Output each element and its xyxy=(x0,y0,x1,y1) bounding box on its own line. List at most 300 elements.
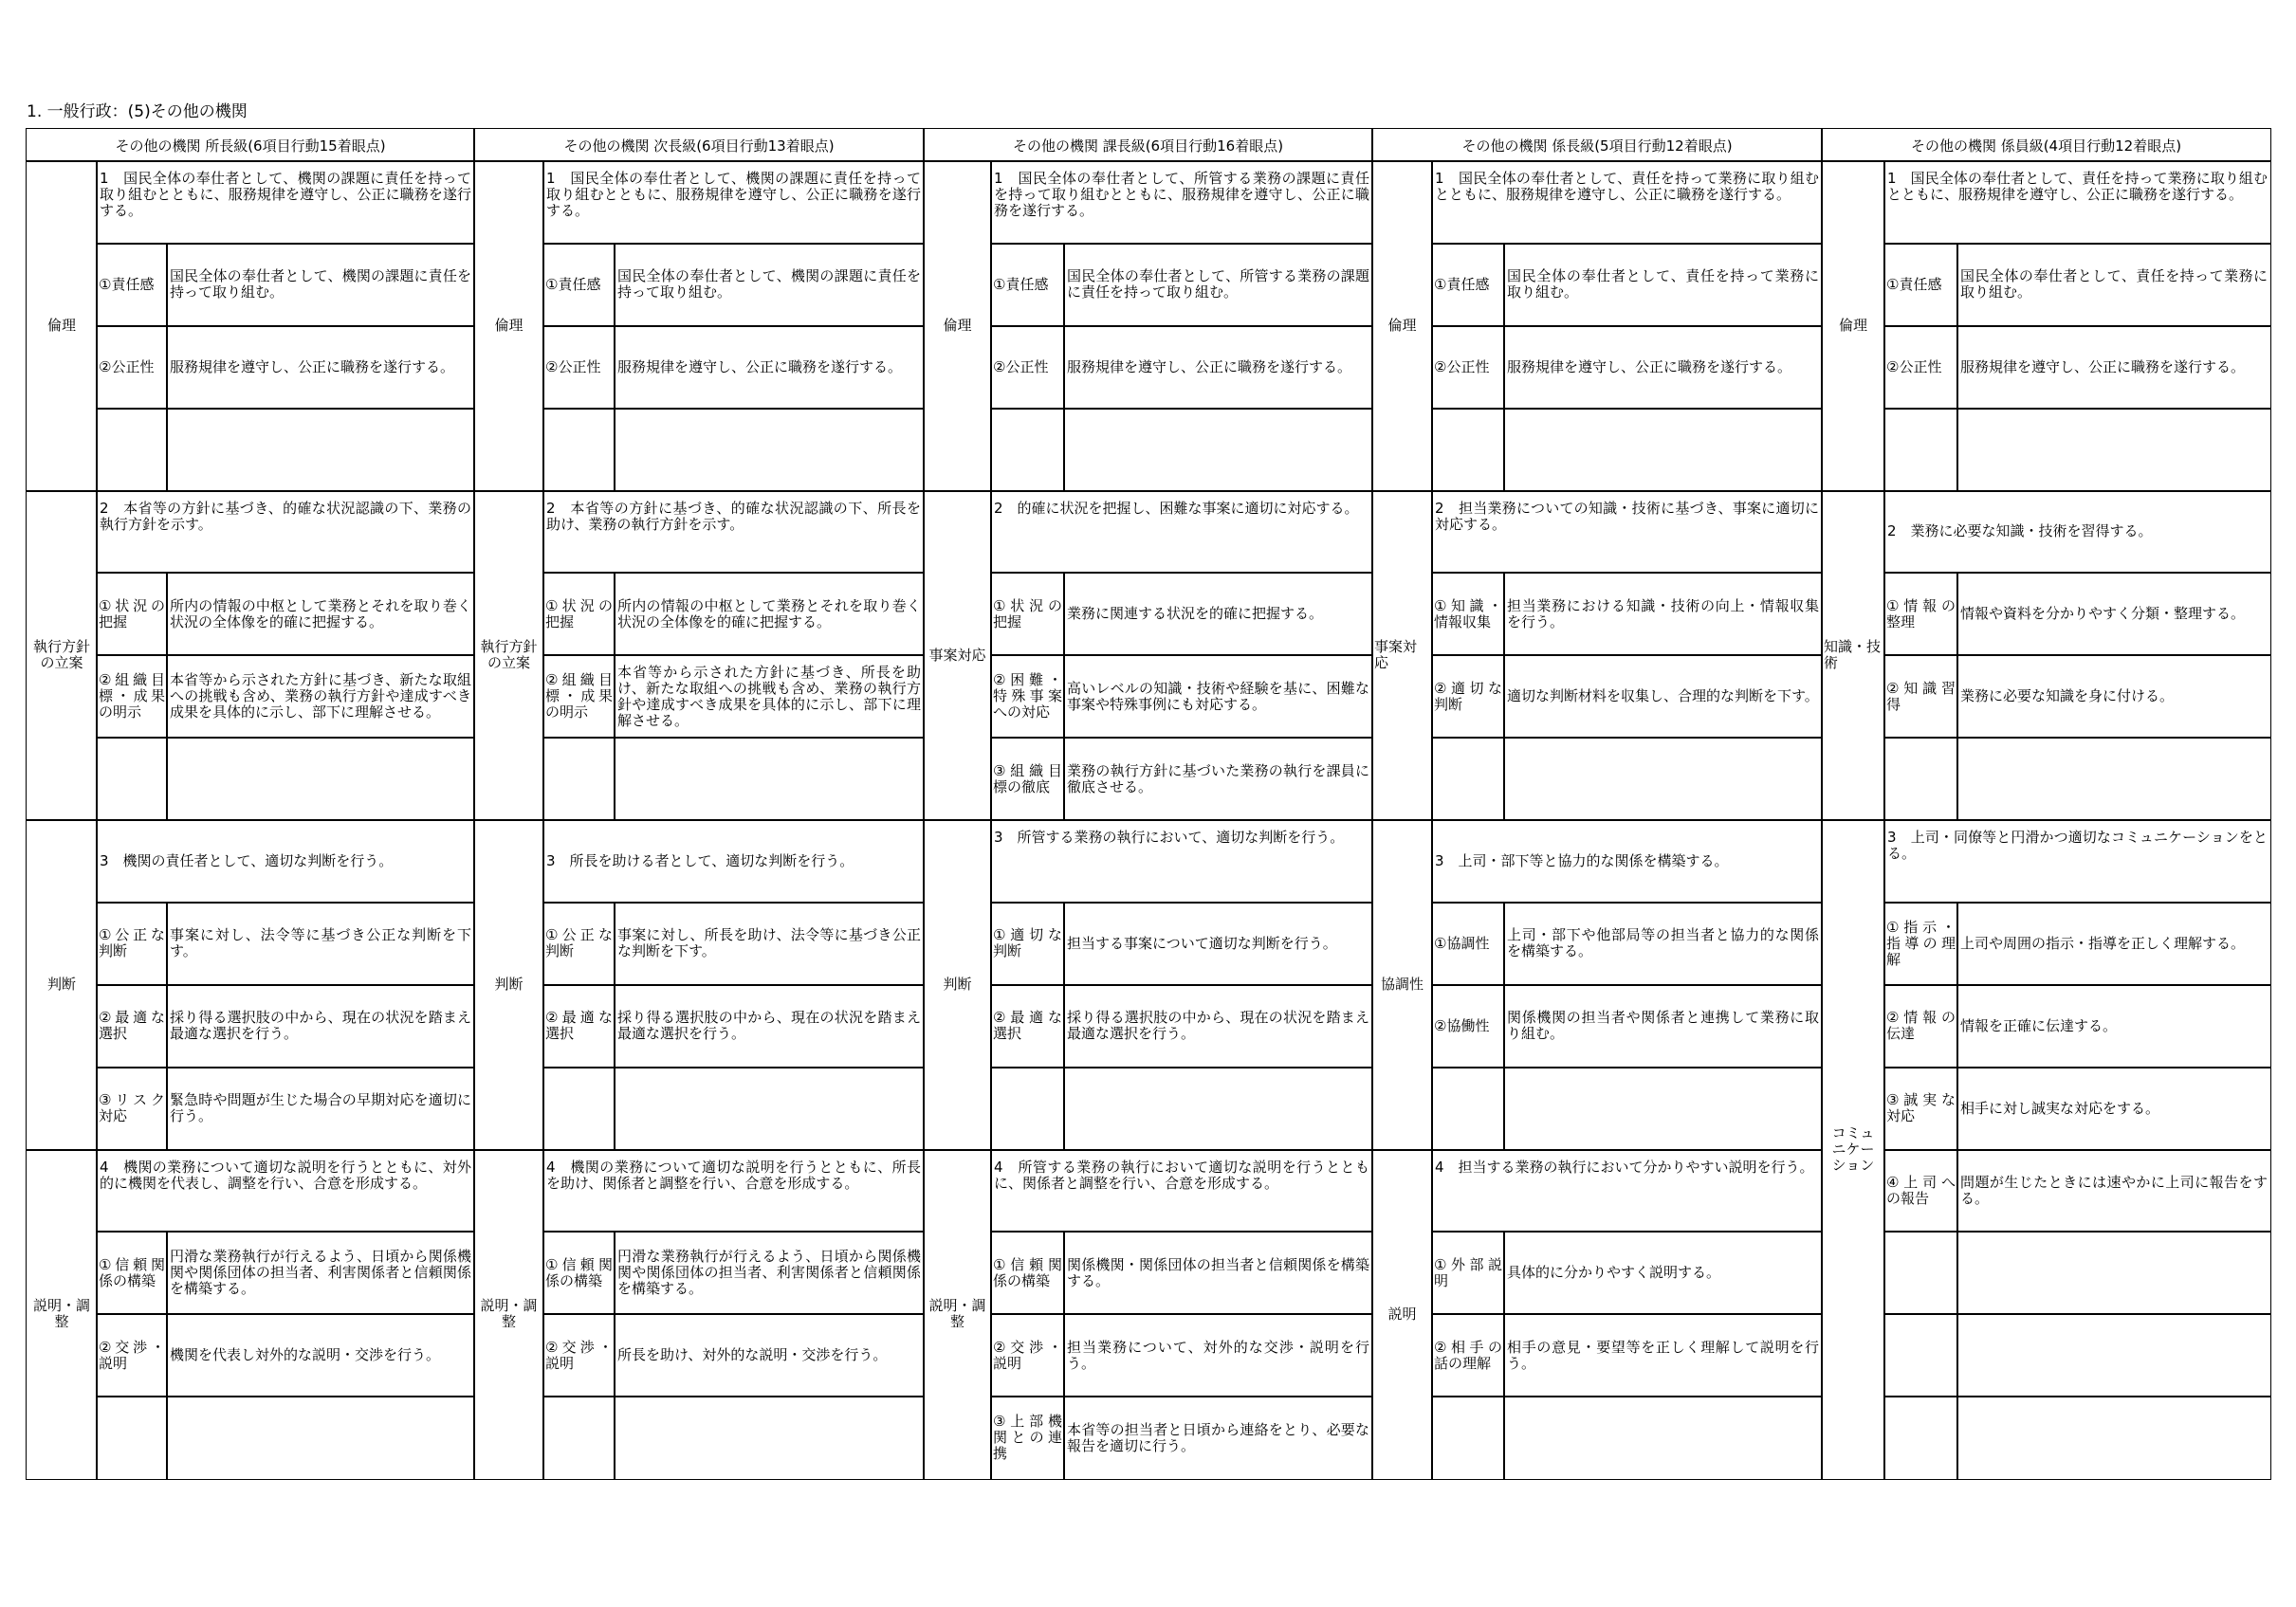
statement-text: 4 機関の業務について適切な説明を行うとともに、所長を助け、関係者と調整を行い、合意を形成する。 xyxy=(546,1158,921,1192)
viewpoint-description xyxy=(1504,1232,1822,1314)
statement-text: 4 機関の業務について適切な説明を行うとともに、対外的に機関を代表し、調整を行い、合意を形成する。 xyxy=(100,1158,471,1192)
viewpoint-description xyxy=(1504,985,1822,1068)
viewpoint-description-text: 所長を助け、対外的な説明・交渉を行う。 xyxy=(617,1346,888,1364)
viewpoint-label xyxy=(97,903,167,985)
competency-statement xyxy=(991,1150,1372,1233)
viewpoint-label xyxy=(1432,573,1504,655)
viewpoint-label xyxy=(1432,985,1504,1068)
viewpoint-label-text: ①状況の把握 xyxy=(99,596,165,630)
viewpoint-description xyxy=(1504,244,1822,326)
viewpoint-description xyxy=(615,573,924,655)
empty-cell xyxy=(1957,409,2270,491)
viewpoint-description-text: 情報や資料を分かりやすく分類・整理する。 xyxy=(1960,605,2246,623)
viewpoint-description xyxy=(1064,985,1372,1068)
empty-cell xyxy=(1432,738,1504,820)
statement-text: 1 国民全体の奉仕者として、機関の課題に責任を持って取り組むとともに、服務規律を遵守し、公正に職務を遂行する。 xyxy=(546,170,921,219)
empty-cell xyxy=(97,738,167,820)
category-label: コミュニケーション xyxy=(1831,1124,1875,1174)
viewpoint-description-text: 国民全体の奉仕者として、責任を持って業務に取り組む。 xyxy=(1507,267,1819,301)
column-header: その他の機関 課長級(6項目行動16着眼点) xyxy=(924,129,1372,161)
category-label: 説明・調整 xyxy=(480,1297,538,1331)
grade-column xyxy=(1822,129,2270,1479)
viewpoint-label-text: ①協調性 xyxy=(1434,934,1490,952)
viewpoint-label-text: ②公正性 xyxy=(1434,357,1490,375)
viewpoint-label xyxy=(1432,1314,1504,1397)
competency-statement xyxy=(97,491,474,574)
viewpoint-label xyxy=(543,326,615,409)
empty-cell xyxy=(1957,738,2270,820)
statement-text: 1 国民全体の奉仕者として、機関の課題に責任を持って取り組むとともに、服務規律を遵守し、公正に職務を遂行する。 xyxy=(100,170,471,219)
viewpoint-description xyxy=(167,244,474,326)
empty-cell xyxy=(543,409,615,491)
category-label: 説明・調整 xyxy=(928,1297,986,1331)
statement-text: 2 的確に状況を把握し、困難な事案に適切に対応する。 xyxy=(994,499,1359,517)
statement-text: 3 上司・部下等と協力的な関係を構築する。 xyxy=(1435,851,1729,869)
viewpoint-description xyxy=(167,655,474,738)
competency-statement xyxy=(1432,820,1822,903)
viewpoint-description-text: 業務の執行方針に基づいた業務の執行を課員に徹底させる。 xyxy=(1067,761,1369,795)
category-cell xyxy=(1372,820,1432,1150)
category-cell xyxy=(27,820,97,1150)
viewpoint-label xyxy=(991,1314,1064,1397)
viewpoint-label xyxy=(991,1232,1064,1314)
empty-cell xyxy=(1504,738,1822,820)
category-label: 執行方針の立案 xyxy=(32,638,90,672)
viewpoint-description-text: 服務規律を遵守し、公正に職務を遂行する。 xyxy=(617,357,903,375)
viewpoint-description xyxy=(167,985,474,1068)
viewpoint-description xyxy=(615,1232,924,1314)
document-title: 1. 一般行政：(5)その他の機関 xyxy=(27,102,248,121)
viewpoint-description-text: 服務規律を遵守し、公正に職務を遂行する。 xyxy=(1507,357,1792,375)
category-label: 判断 xyxy=(943,976,972,994)
empty-cell xyxy=(97,409,167,491)
viewpoint-label-text: ①責任感 xyxy=(99,275,155,293)
viewpoint-label xyxy=(991,573,1064,655)
viewpoint-description xyxy=(167,1314,474,1397)
grade-column xyxy=(924,129,1372,1479)
category-cell xyxy=(27,1150,97,1480)
category-cell xyxy=(1372,161,1432,491)
category-label: 倫理 xyxy=(494,317,523,335)
competency-statement xyxy=(97,1150,474,1233)
viewpoint-label xyxy=(991,738,1064,820)
category-cell xyxy=(1372,1150,1432,1480)
column-header: その他の機関 所長級(6項目行動15着眼点) xyxy=(27,129,474,161)
viewpoint-label-text: ①状況の把握 xyxy=(545,596,613,630)
viewpoint-label-text: ②交渉・説明 xyxy=(99,1338,165,1372)
empty-cell xyxy=(167,738,474,820)
viewpoint-label-text: ①公正な判断 xyxy=(545,926,613,960)
viewpoint-description xyxy=(615,655,924,738)
viewpoint-label xyxy=(1432,655,1504,738)
viewpoint-description xyxy=(167,903,474,985)
viewpoint-label-text: ②困難・特殊事案への対応 xyxy=(993,671,1062,721)
category-cell xyxy=(27,491,97,821)
viewpoint-label-text: ②情報の伝達 xyxy=(1886,1009,1956,1043)
column-header: その他の機関 係長級(5項目行動12着眼点) xyxy=(1372,129,1822,161)
competency-statement xyxy=(1884,491,2270,574)
category-cell xyxy=(924,491,991,821)
empty-cell xyxy=(1884,1397,1957,1479)
column-grid xyxy=(474,161,924,1479)
viewpoint-description-text: 相手に対し誠実な対応をする。 xyxy=(1960,1099,2160,1117)
empty-cell xyxy=(1064,1068,1372,1150)
viewpoint-label-text: ①責任感 xyxy=(1886,275,1942,293)
viewpoint-description xyxy=(1504,573,1822,655)
viewpoint-description-text: 服務規律を遵守し、公正に職務を遂行する。 xyxy=(1960,357,2246,375)
competency-statement xyxy=(543,820,924,903)
viewpoint-label-text: ①状況の把握 xyxy=(993,596,1062,630)
viewpoint-description xyxy=(167,326,474,409)
statement-text: 1 国民全体の奉仕者として、所管する業務の課題に責任を持って取り組むとともに、服務規律を遵守し、公正に職務を遂行する。 xyxy=(994,170,1369,219)
viewpoint-label-text: ③組織目標の徹底 xyxy=(993,761,1062,795)
viewpoint-description xyxy=(1064,573,1372,655)
viewpoint-label xyxy=(1884,985,1957,1068)
viewpoint-label-text: ②交渉・説明 xyxy=(993,1338,1062,1372)
competency-statement xyxy=(1432,1150,1822,1233)
viewpoint-description-text: 具体的に分かりやすく説明する。 xyxy=(1507,1264,1721,1282)
viewpoint-description xyxy=(167,1068,474,1150)
viewpoint-description xyxy=(615,903,924,985)
viewpoint-label-text: ③誠実な対応 xyxy=(1886,1091,1956,1125)
grade-column xyxy=(27,129,474,1479)
competency-statement xyxy=(1884,820,2270,903)
empty-cell xyxy=(991,1068,1064,1150)
viewpoint-description-text: 服務規律を遵守し、公正に職務を遂行する。 xyxy=(170,357,455,375)
viewpoint-label xyxy=(97,655,167,738)
empty-cell xyxy=(991,409,1064,491)
viewpoint-label-text: ②最適な選択 xyxy=(99,1009,165,1043)
column-grid xyxy=(1372,161,1822,1479)
statement-text: 2 本省等の方針に基づき、的確な状況認識の下、業務の執行方針を示す。 xyxy=(100,499,471,533)
viewpoint-description-text: 適切な判断材料を収集し、合理的な判断を下す。 xyxy=(1507,687,1819,705)
viewpoint-description xyxy=(1504,1314,1822,1397)
statement-text: 2 担当業務についての知識・技術に基づき、事案に適切に対応する。 xyxy=(1435,499,1819,533)
viewpoint-description-text: 業務に必要な知識を身に付ける。 xyxy=(1960,687,2175,705)
viewpoint-label-text: ②知識習得 xyxy=(1886,679,1956,713)
empty-cell xyxy=(1884,409,1957,491)
statement-text: 3 所長を助ける者として、適切な判断を行う。 xyxy=(546,851,854,869)
viewpoint-description-text: 事案に対し、法令等に基づき公正な判断を下す。 xyxy=(170,926,471,960)
viewpoint-label xyxy=(1884,573,1957,655)
viewpoint-description xyxy=(1064,1314,1372,1397)
viewpoint-description-text: 所内の情報の中枢として業務とそれを取り巻く状況の全体像を的確に把握する。 xyxy=(170,596,471,630)
viewpoint-description-text: 国民全体の奉仕者として、所管する業務の課題に責任を持って取り組む。 xyxy=(1067,267,1369,301)
viewpoint-label-text: ①信頼関係の構築 xyxy=(99,1255,165,1289)
viewpoint-label-text: ②最適な選択 xyxy=(993,1009,1062,1043)
viewpoint-label xyxy=(543,573,615,655)
viewpoint-description-text: 国民全体の奉仕者として、機関の課題に責任を持って取り組む。 xyxy=(617,267,921,301)
viewpoint-description xyxy=(1957,573,2270,655)
viewpoint-label-text: ①適切な判断 xyxy=(993,926,1062,960)
viewpoint-label-text: ②交渉・説明 xyxy=(545,1338,613,1372)
competency-statement xyxy=(543,491,924,574)
viewpoint-label xyxy=(991,244,1064,326)
viewpoint-label-text: ①情報の整理 xyxy=(1886,596,1956,630)
category-label: 協調性 xyxy=(1380,976,1424,994)
category-label: 事案対応 xyxy=(928,646,986,664)
viewpoint-label-text: ②公正性 xyxy=(993,357,1049,375)
viewpoint-description xyxy=(615,326,924,409)
viewpoint-label xyxy=(97,985,167,1068)
viewpoint-label-text: ②協働性 xyxy=(1434,1016,1490,1034)
viewpoint-description-text: 関係機関の担当者や関係者と連携して業務に取り組む。 xyxy=(1507,1009,1819,1043)
viewpoint-label-text: ①責任感 xyxy=(545,275,601,293)
viewpoint-description xyxy=(1504,655,1822,738)
viewpoint-description-text: 上司や周囲の指示・指導を正しく理解する。 xyxy=(1960,934,2246,952)
viewpoint-label-text: ③リスク対応 xyxy=(99,1091,165,1125)
competency-statement xyxy=(1432,161,1822,244)
empty-cell xyxy=(167,1397,474,1479)
viewpoint-label xyxy=(1432,903,1504,985)
viewpoint-description-text: 問題が生じたときには速やかに上司に報告をする。 xyxy=(1960,1173,2268,1207)
viewpoint-description xyxy=(1064,244,1372,326)
empty-cell xyxy=(1432,409,1504,491)
viewpoint-description-text: 本省等から示された方針に基づき、新たな取組への挑戦も含め、業務の執行方針や達成すべき成果を具体的に示し、部下に理解させる。 xyxy=(170,671,471,721)
viewpoint-description xyxy=(1064,326,1372,409)
viewpoint-description-text: 担当する事案について適切な判断を行う。 xyxy=(1067,934,1337,952)
category-cell xyxy=(924,161,991,491)
viewpoint-label-text: ①責任感 xyxy=(993,275,1049,293)
viewpoint-description-text: 本省等の担当者と日頃から連絡をとり、必要な報告を適切に行う。 xyxy=(1067,1420,1369,1454)
viewpoint-description xyxy=(1957,655,2270,738)
category-cell xyxy=(1822,161,1884,491)
grade-column xyxy=(474,129,924,1479)
empty-cell xyxy=(1884,1314,1957,1397)
category-label: 事案対応 xyxy=(1374,638,1418,672)
category-cell xyxy=(1372,491,1432,821)
viewpoint-label-text: ②公正性 xyxy=(545,357,601,375)
viewpoint-description-text: 相手の意見・要望等を正しく理解して説明を行う。 xyxy=(1507,1338,1819,1372)
viewpoint-description-text: 事案に対し、所長を助け、法令等に基づき公正な判断を下す。 xyxy=(617,926,921,960)
empty-cell xyxy=(1884,738,1957,820)
column-header: その他の機関 係員級(4項目行動12着眼点) xyxy=(1822,129,2270,161)
viewpoint-description xyxy=(615,985,924,1068)
empty-cell xyxy=(615,409,924,491)
viewpoint-description xyxy=(615,1314,924,1397)
viewpoint-label xyxy=(991,903,1064,985)
empty-cell xyxy=(1432,1397,1504,1479)
competency-statement xyxy=(97,161,474,244)
grade-column xyxy=(1372,129,1822,1479)
empty-cell xyxy=(1884,1232,1957,1314)
viewpoint-description-text: 採り得る選択肢の中から、現在の状況を踏まえ最適な選択を行う。 xyxy=(170,1009,471,1043)
viewpoint-label-text: ①信頼関係の構築 xyxy=(545,1255,613,1289)
viewpoint-label-text: ④上司への報告 xyxy=(1886,1173,1956,1207)
competency-statement xyxy=(543,161,924,244)
column-grid xyxy=(924,161,1372,1479)
viewpoint-label-text: ②組織目標・成果の明示 xyxy=(99,671,165,721)
viewpoint-label xyxy=(991,655,1064,738)
viewpoint-label-text: ②相手の話の理解 xyxy=(1434,1338,1502,1372)
viewpoint-description xyxy=(1504,326,1822,409)
column-grid xyxy=(1822,161,2270,1479)
empty-cell xyxy=(1957,1232,2270,1314)
viewpoint-label-text: ②公正性 xyxy=(99,357,155,375)
viewpoint-label-text: ②適切な判断 xyxy=(1434,679,1502,713)
empty-cell xyxy=(1957,1314,2270,1397)
viewpoint-label-text: ①指示・指導の理解 xyxy=(1886,918,1956,968)
viewpoint-label-text: ②組織目標・成果の明示 xyxy=(545,671,613,721)
viewpoint-description-text: 高いレベルの知識・技術や経験を基に、困難な事案や特殊事例にも対応する。 xyxy=(1067,679,1369,713)
viewpoint-label xyxy=(97,326,167,409)
viewpoint-description xyxy=(1064,1232,1372,1314)
column-header: その他の機関 次長級(6項目行動13着眼点) xyxy=(474,129,924,161)
viewpoint-label xyxy=(991,326,1064,409)
viewpoint-label xyxy=(1884,655,1957,738)
statement-text: 3 所管する業務の執行において、適切な判断を行う。 xyxy=(994,829,1345,846)
category-label: 倫理 xyxy=(46,317,76,335)
category-label: 説明 xyxy=(1387,1305,1417,1323)
viewpoint-description xyxy=(1957,985,2270,1068)
category-label: 知識・技術 xyxy=(1824,638,1882,672)
viewpoint-label xyxy=(543,985,615,1068)
category-cell xyxy=(924,1150,991,1480)
viewpoint-description-text: 上司・部下や他部局等の担当者と協力的な関係を構築する。 xyxy=(1507,926,1819,960)
viewpoint-label-text: ①公正な判断 xyxy=(99,926,165,960)
competency-statement xyxy=(543,1150,924,1233)
competency-statement xyxy=(97,820,474,903)
category-label: 倫理 xyxy=(943,317,972,335)
viewpoint-description-text: 服務規律を遵守し、公正に職務を遂行する。 xyxy=(1067,357,1352,375)
category-label: 判断 xyxy=(46,976,76,994)
viewpoint-label xyxy=(97,573,167,655)
empty-cell xyxy=(1504,409,1822,491)
category-cell xyxy=(474,1150,543,1480)
viewpoint-description-text: 業務に関連する状況を的確に把握する。 xyxy=(1067,605,1324,623)
empty-cell xyxy=(1504,1068,1822,1150)
viewpoint-description-text: 緊急時や問題が生じた場合の早期対応を適切に行う。 xyxy=(170,1091,471,1125)
empty-cell xyxy=(615,1397,924,1479)
viewpoint-description-text: 円滑な業務執行が行えるよう、日頃から関係機関や関係団体の担当者、利害関係者と信頼関係を構築する。 xyxy=(170,1248,471,1298)
viewpoint-description xyxy=(1957,244,2270,326)
category-cell xyxy=(1822,491,1884,821)
viewpoint-description xyxy=(167,1232,474,1314)
viewpoint-description-text: 採り得る選択肢の中から、現在の状況を踏まえ最適な選択を行う。 xyxy=(617,1009,921,1043)
category-cell xyxy=(474,161,543,491)
statement-text: 1 国民全体の奉仕者として、責任を持って業務に取り組むとともに、服務規律を遵守し、公正に職務を遂行する。 xyxy=(1887,170,2268,203)
category-label: 執行方針の立案 xyxy=(480,638,538,672)
viewpoint-label-text: ①知識・情報収集 xyxy=(1434,596,1502,630)
column-grid xyxy=(27,161,474,1479)
statement-text: 3 機関の責任者として、適切な判断を行う。 xyxy=(100,851,394,869)
viewpoint-label xyxy=(543,244,615,326)
viewpoint-label xyxy=(991,985,1064,1068)
viewpoint-label-text: ①責任感 xyxy=(1434,275,1490,293)
viewpoint-label-text: ②最適な選択 xyxy=(545,1009,613,1043)
viewpoint-label xyxy=(97,244,167,326)
viewpoint-description xyxy=(1957,1068,2270,1150)
category-label: 判断 xyxy=(494,976,523,994)
viewpoint-description xyxy=(1957,326,2270,409)
category-label: 倫理 xyxy=(1387,317,1417,335)
viewpoint-label xyxy=(97,1068,167,1150)
statement-text: 1 国民全体の奉仕者として、責任を持って業務に取り組むとともに、服務規律を遵守し、公正に職務を遂行する。 xyxy=(1435,170,1819,203)
viewpoint-description xyxy=(1504,903,1822,985)
viewpoint-label xyxy=(97,1232,167,1314)
viewpoint-description xyxy=(1957,1150,2270,1233)
viewpoint-description-text: 情報を正確に伝達する。 xyxy=(1960,1016,2118,1034)
viewpoint-label-text: ②公正性 xyxy=(1886,357,1942,375)
viewpoint-description xyxy=(167,573,474,655)
statement-text: 2 本省等の方針に基づき、的確な状況認識の下、所長を助け、業務の執行方針を示す。 xyxy=(546,499,921,533)
viewpoint-label xyxy=(1884,1150,1957,1233)
empty-cell xyxy=(543,1397,615,1479)
statement-text: 4 所管する業務の執行において適切な説明を行うとともに、関係者と調整を行い、合意を形成する。 xyxy=(994,1158,1369,1192)
category-cell xyxy=(27,161,97,491)
viewpoint-description-text: 担当業務における知識・技術の向上・情報収集を行う。 xyxy=(1507,596,1819,630)
empty-cell xyxy=(1504,1397,1822,1479)
competency-statement xyxy=(991,820,1372,903)
empty-cell xyxy=(543,738,615,820)
statement-text: 4 担当する業務の執行において分かりやすい説明を行う。 xyxy=(1435,1158,1814,1176)
viewpoint-description-text: 円滑な業務執行が行えるよう、日頃から関係機関や関係団体の担当者、利害関係者と信頼関係を構築する。 xyxy=(617,1248,921,1298)
viewpoint-description-text: 国民全体の奉仕者として、責任を持って業務に取り組む。 xyxy=(1960,267,2268,301)
viewpoint-description-text: 担当業務について、対外的な交渉・説明を行う。 xyxy=(1067,1338,1369,1372)
empty-cell xyxy=(615,1068,924,1150)
empty-cell xyxy=(543,1068,615,1150)
empty-cell xyxy=(1432,1068,1504,1150)
viewpoint-label xyxy=(1884,244,1957,326)
category-cell xyxy=(474,820,543,1150)
competency-statement xyxy=(1432,491,1822,574)
viewpoint-description xyxy=(1957,903,2270,985)
viewpoint-description xyxy=(1064,655,1372,738)
viewpoint-label xyxy=(1884,903,1957,985)
category-label: 説明・調整 xyxy=(32,1297,90,1331)
viewpoint-description-text: 国民全体の奉仕者として、機関の課題に責任を持って取り組む。 xyxy=(170,267,471,301)
statement-text: 3 上司・同僚等と円滑かつ適切なコミュニケーションをとる。 xyxy=(1887,829,2268,862)
viewpoint-description xyxy=(1064,1397,1372,1479)
viewpoint-description-text: 機関を代表し対外的な説明・交渉を行う。 xyxy=(170,1346,441,1364)
viewpoint-description xyxy=(615,244,924,326)
viewpoint-description xyxy=(1064,903,1372,985)
viewpoint-label xyxy=(1884,1068,1957,1150)
viewpoint-label xyxy=(1884,326,1957,409)
viewpoint-description-text: 所内の情報の中枢として業務とそれを取り巻く状況の全体像を的確に把握する。 xyxy=(617,596,921,630)
viewpoint-description xyxy=(1064,738,1372,820)
viewpoint-label-text: ③上部機関との連携 xyxy=(993,1413,1062,1463)
viewpoint-label xyxy=(1432,326,1504,409)
category-cell xyxy=(924,820,991,1150)
viewpoint-label xyxy=(543,903,615,985)
empty-cell xyxy=(97,1397,167,1479)
viewpoint-label xyxy=(991,1397,1064,1479)
statement-text: 2 業務に必要な知識・技術を習得する。 xyxy=(1887,522,2153,540)
competency-statement xyxy=(991,491,1372,574)
viewpoint-label xyxy=(97,1314,167,1397)
empty-cell xyxy=(615,738,924,820)
viewpoint-label xyxy=(543,1232,615,1314)
empty-cell xyxy=(167,409,474,491)
empty-cell xyxy=(1957,1397,2270,1479)
viewpoint-label xyxy=(1432,244,1504,326)
viewpoint-label xyxy=(1432,1232,1504,1314)
competency-statement xyxy=(991,161,1372,244)
viewpoint-description-text: 採り得る選択肢の中から、現在の状況を踏まえ最適な選択を行う。 xyxy=(1067,1009,1369,1043)
viewpoint-label xyxy=(543,655,615,738)
category-cell xyxy=(1822,820,1884,1479)
competency-statement xyxy=(1884,161,2270,244)
category-label: 倫理 xyxy=(1838,317,1867,335)
viewpoint-label xyxy=(543,1314,615,1397)
category-cell xyxy=(474,491,543,821)
viewpoint-label-text: ①信頼関係の構築 xyxy=(993,1255,1062,1289)
viewpoint-description-text: 本省等から示された方針に基づき、所長を助け、新たな取組への挑戦も含め、業務の執行方針や達成すべき成果を具体的に示し、部下に理解させる。 xyxy=(617,663,921,729)
viewpoint-description-text: 関係機関・関係団体の担当者と信頼関係を構築する。 xyxy=(1067,1255,1369,1289)
empty-cell xyxy=(1064,409,1372,491)
viewpoint-label-text: ①外部説明 xyxy=(1434,1255,1502,1289)
